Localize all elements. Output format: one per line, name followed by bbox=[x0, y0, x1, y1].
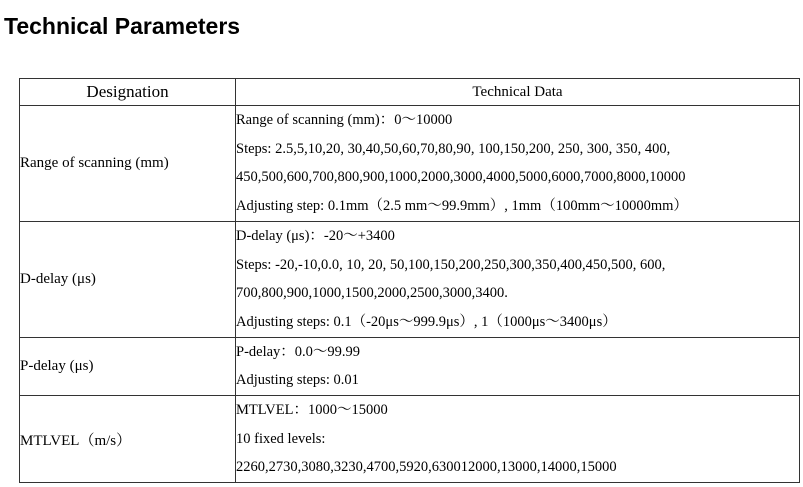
designation-cell: P-delay (μs) bbox=[20, 337, 236, 395]
data-line: Steps: 2.5,5,10,20, 30,40,50,60,70,80,90, 100,150,200, 250, 300, 350, 400, bbox=[236, 140, 671, 157]
data-line: MTLVEL：1000～15000 bbox=[236, 402, 388, 419]
designation-cell: D-delay (μs) bbox=[20, 221, 236, 337]
data-line: 450,500,600,700,800,900,1000,2000,3000,4000,5000,6000,7000,8000,10000 bbox=[236, 169, 686, 186]
page-title: Technical Parameters bbox=[4, 13, 241, 39]
data-line: Adjusting steps: 0.01 bbox=[236, 372, 359, 389]
table-row-d-delay bbox=[20, 221, 800, 337]
data-line: 2260,2730,3080,3230,4700,5920,630012000,13000,14000,15000 bbox=[236, 459, 617, 476]
data-line: 700,800,900,1000,1500,2000,2500,3000,3400. bbox=[236, 285, 508, 302]
header-technical-data: Technical Data bbox=[236, 79, 800, 106]
data-line: 10 fixed levels: bbox=[236, 430, 326, 447]
technical-data-cell bbox=[236, 337, 800, 395]
designation-cell: Range of scanning (mm) bbox=[20, 106, 236, 222]
technical-data-cell bbox=[236, 221, 800, 337]
table-row-mtlvel bbox=[20, 396, 800, 483]
table-row-p-delay bbox=[20, 337, 800, 395]
technical-data-cell bbox=[236, 106, 800, 222]
data-line: D-delay (μs)：-20～+3400 bbox=[236, 227, 395, 244]
data-line: Adjusting step: 0.1mm（2.5 mm～99.9mm）, 1mm（100mm～10000mm） bbox=[236, 198, 688, 215]
technical-data-cell bbox=[236, 396, 800, 483]
designation-cell: MTLVEL（m/s） bbox=[20, 396, 236, 483]
data-line: Range of scanning (mm)：0～10000 bbox=[236, 112, 453, 128]
header-designation: Designation bbox=[20, 79, 236, 106]
data-line: P-delay：0.0～99.99 bbox=[236, 343, 361, 360]
data-line: Steps: -20,-10,0.0, 10, 20, 50,100,150,200,250,300,350,400,450,500, 600, bbox=[236, 256, 666, 273]
table-header-row bbox=[20, 79, 800, 106]
data-line: Adjusting steps: 0.1（-20μs～999.9μs）, 1（1000μs～3400μs） bbox=[236, 313, 617, 330]
technical-parameters-table bbox=[19, 78, 800, 483]
table-row-range-of-scanning bbox=[20, 106, 800, 222]
